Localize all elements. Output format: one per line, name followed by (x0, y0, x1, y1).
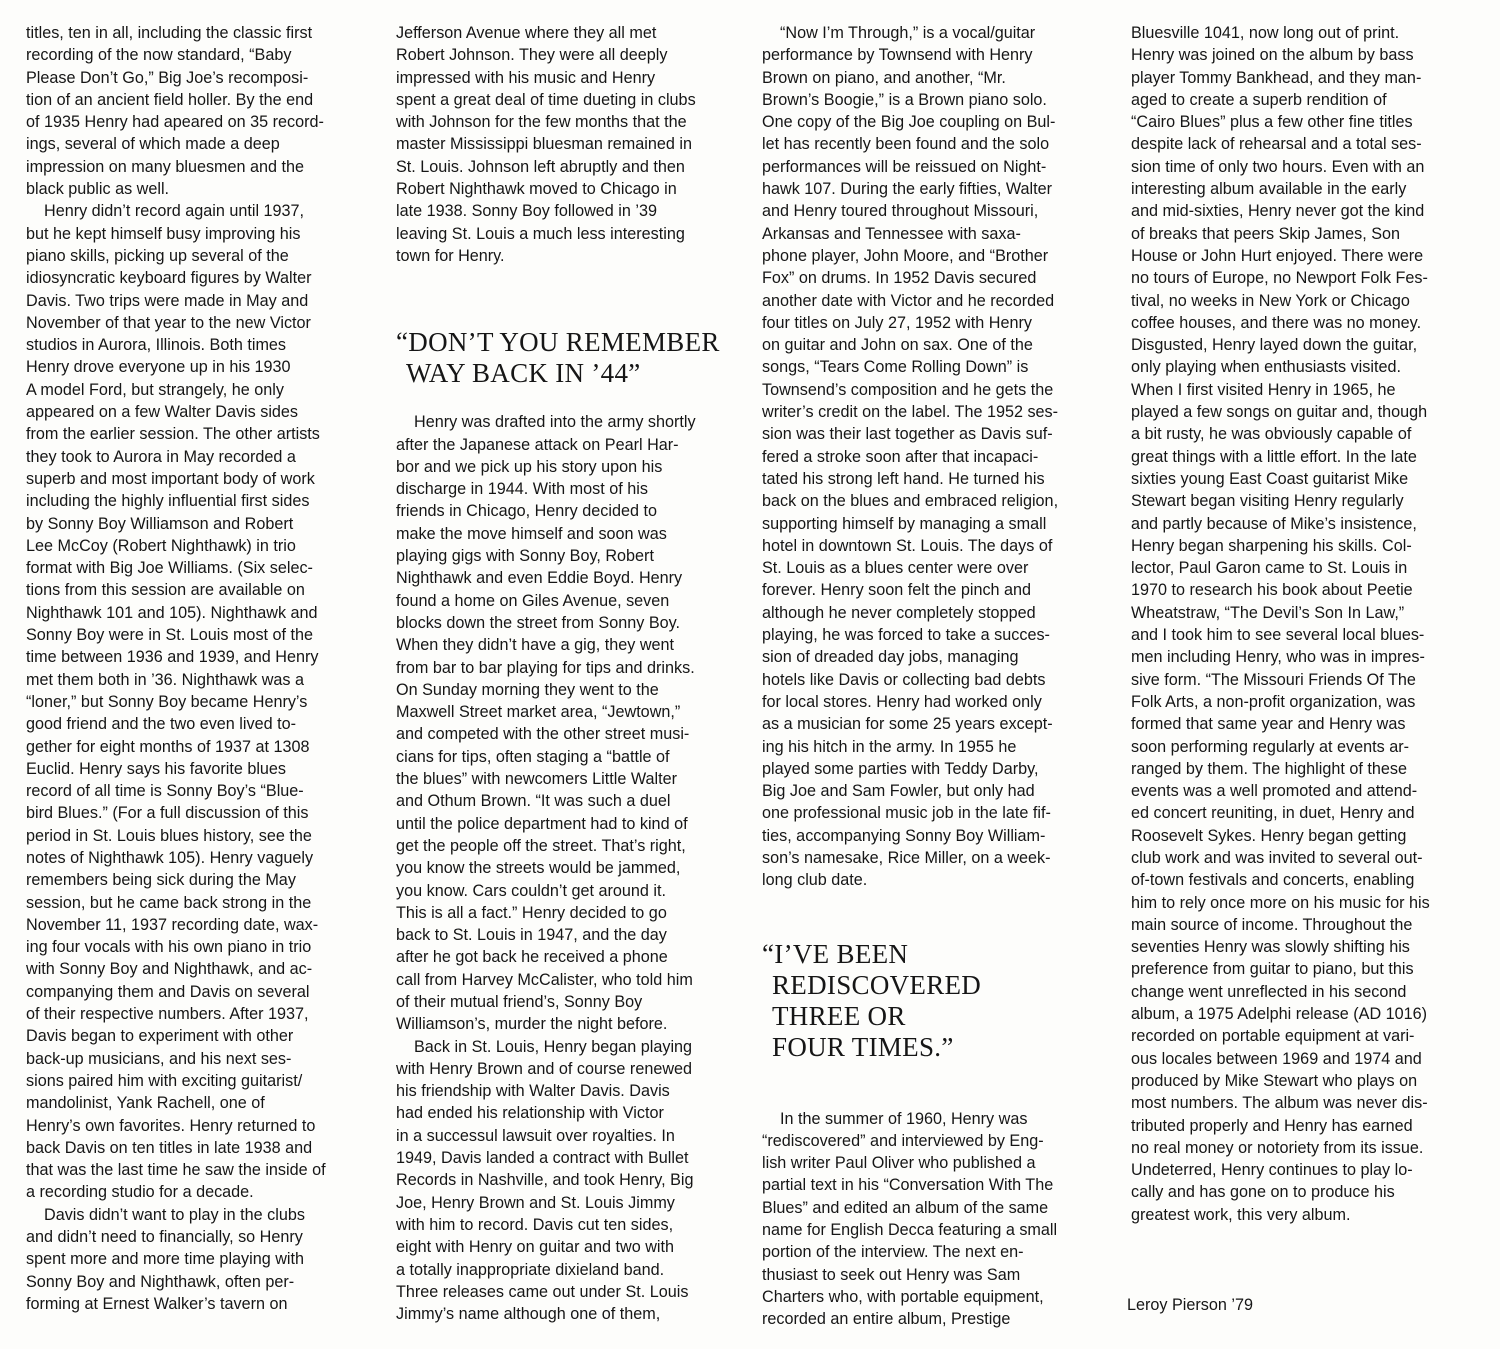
text-line: although he never completely stopped (762, 603, 1036, 622)
text-line: In the summer of 1960, Henry was (780, 1109, 1028, 1128)
text-line: for local stores. Henry had worked only (762, 692, 1042, 711)
text-line: Disgusted, Henry layed down the guitar, (1131, 336, 1418, 355)
text-line: from bar to bar playing for tips and drinks. (396, 658, 695, 677)
text-line: as a musician for some 25 years except- (762, 715, 1053, 734)
text-line: one professional music job in the late fif- (762, 804, 1051, 823)
text-line: tions from this session are available on (26, 581, 305, 600)
text-line: superb and most important body of work (26, 469, 315, 488)
text-line: Davis didn’t want to play in the clubs (44, 1205, 305, 1224)
text-line: performances will be reissued on Night- (762, 157, 1047, 176)
text-line: forever. Henry soon felt the pinch and (762, 581, 1032, 600)
text-line: Nighthawk 101 and 105). Nighthawk and (26, 603, 318, 622)
text-line: ing four vocals with his own piano in trio (26, 938, 312, 957)
text-line: that was the last time he saw the inside of (26, 1161, 326, 1180)
text-line: titles, ten in all, including the classic first (26, 24, 313, 42)
text-line: Sonny Boy were in St. Louis most of the (26, 626, 314, 645)
text-line: sive form. “The Missouri Friends Of The (1131, 670, 1416, 689)
text-line: you know the streets would be jammed, (396, 859, 681, 878)
text-line: When they didn’t have a gig, they went (396, 636, 675, 655)
text-line: back on the blues and embraced religion, (762, 492, 1059, 511)
text-line: Henry drove everyone up in his 1930 (26, 358, 291, 377)
text-line: Joe, Henry Brown and St. Louis Jimmy (396, 1193, 675, 1212)
text-line: Please Don’t Go,” Big Joe’s recomposi- (26, 68, 309, 87)
paragraph (26, 22, 354, 200)
text-line: found a home on Giles Avenue, seven (396, 591, 670, 610)
text-line: gether for eight months of 1937 at 1308 (26, 737, 310, 756)
text-line: hawk 107. During the early fifties, Walter (762, 180, 1052, 199)
text-line: and didn’t need to financially, so Henry (26, 1228, 303, 1247)
paragraph (762, 22, 1098, 892)
text-line: Bluesville 1041, now long out of print. (1131, 24, 1400, 42)
text-line: playing gigs with Sonny Boy, Robert (396, 547, 654, 566)
text-line: despite lack of rehearsal and a total ses- (1131, 135, 1422, 154)
text-line: men including Henry, who was in impres- (1131, 648, 1425, 667)
text-line: recorded an entire album, Prestige (762, 1310, 1011, 1329)
text-line: of breaks that peers Skip James, Son (1131, 224, 1401, 243)
text-line: A model Ford, but strangely, he only (26, 380, 284, 399)
text-line: “loner,” but Sonny Boy became Henry’s (26, 692, 308, 711)
text-line: lector, Paul Garon came to St. Louis in (1131, 559, 1408, 578)
text-line: discharge in 1944. With most of his (396, 480, 648, 499)
text-line: tated his strong left hand. He turned his (762, 469, 1045, 488)
text-line: Henry was drafted into the army shortly (414, 413, 696, 432)
text-line: recording of the now standard, “Baby (26, 46, 292, 65)
text-line: This is all a fact.” Henry decided to go (396, 903, 667, 922)
text-line: only playing when enthusiasts visited. (1131, 358, 1401, 377)
text-line: and Othum Brown. “It was such a duel (396, 792, 671, 811)
text-line: ed concert reuniting, in duet, Henry and (1131, 804, 1415, 823)
text-line: Charters who, with portable equipment, (762, 1287, 1044, 1306)
text-line: another date with Victor and he recorded (762, 291, 1055, 310)
paragraph (396, 411, 730, 1035)
text-line: One copy of the Big Joe coupling on Bul- (762, 113, 1056, 132)
text-line: sixties young East Coast guitarist Mike (1131, 469, 1409, 488)
text-line: Fox” on drums. In 1952 Davis secured (762, 269, 1037, 288)
text-line: you know. Cars couldn’t get around it. (396, 881, 666, 900)
text-line: Folk Arts, a non-profit organization, was (1131, 692, 1416, 711)
text-line: greatest work, this very album. (1131, 1205, 1351, 1224)
text-line: Brown on piano, and another, “Mr. (762, 68, 1006, 87)
text-line: bird Blues.” (For a full discussion of this (26, 804, 309, 823)
heading-line: THREE OR (772, 1000, 906, 1031)
text-line: and mid-sixties, Henry never got the kind (1131, 202, 1425, 221)
text-line: with Sonny Boy and Nighthawk, and ac- (26, 960, 313, 979)
text-line: in a successul lawsuit over royalties. In (396, 1126, 675, 1145)
paragraph (396, 1036, 730, 1326)
text-line: of their mutual friend’s, Sonny Boy (396, 992, 643, 1011)
text-line: playing, he was forced to take a succes- (762, 626, 1050, 645)
text-line: fered a stroke soon after that incapaci- (762, 447, 1039, 466)
text-line: no real money or notoriety from its issue. (1131, 1138, 1424, 1157)
text-line: Lee McCoy (Robert Nighthawk) in trio (26, 536, 296, 555)
text-line: time between 1936 and 1939, and Henry (26, 648, 319, 667)
text-line: his friendship with Walter Davis. Davis (396, 1082, 670, 1101)
text-line: forming at Ernest Walker’s tavern on (26, 1294, 288, 1313)
text-line: remembers being sick during the May (26, 871, 296, 890)
text-line: Jefferson Avenue where they all met (396, 24, 657, 42)
text-line: good friend and the two even lived to- (26, 715, 296, 734)
text-line: including the highly influential first sides (26, 492, 310, 511)
text-line: seventies Henry was slowly shifting his (1131, 938, 1410, 957)
text-line: cians for tips, often staging a “battle of (396, 747, 670, 766)
text-line: mandolinist, Yank Rachell, one of (26, 1094, 265, 1113)
text-line: eight with Henry on guitar and two with (396, 1238, 675, 1257)
text-line: Back in St. Louis, Henry began playing (414, 1037, 693, 1056)
text-line: player Tommy Bankhead, and they man- (1131, 68, 1422, 87)
author-signature: Leroy Pierson ’79 (1127, 1296, 1253, 1314)
text-line: sion was their last together as Davis suf- (762, 425, 1053, 444)
text-line: him to rely once more on his music for his (1131, 893, 1430, 912)
text-line: Henry’s own favorites. Henry returned to (26, 1116, 316, 1135)
text-line: town for Henry. (396, 246, 505, 265)
text-line: Brown’s Boogie,” is a Brown piano solo. (762, 90, 1047, 109)
text-line: studios in Aurora, Illinois. Both times (26, 336, 287, 355)
text-line: friends in Chicago, Henry decided to (396, 502, 657, 521)
text-line: piano skills, picking up several of the (26, 246, 289, 265)
text-line: “rediscovered” and interviewed by Eng- (762, 1131, 1044, 1150)
text-line: recorded on portable equipment at vari- (1131, 1027, 1415, 1046)
text-line: name for English Decca featuring a small (762, 1221, 1058, 1240)
text-line: Davis. Two trips were made in May and (26, 291, 309, 310)
text-line: aged to create a superb rendition of (1131, 90, 1387, 109)
text-line: companying them and Davis on several (26, 982, 310, 1001)
text-line: Big Joe and Sam Fowler, but only had (762, 782, 1035, 801)
text-line: change went unreflected in his second (1131, 982, 1407, 1001)
text-line: by Sonny Boy Williamson and Robert (26, 514, 294, 533)
text-line: phone player, John Moore, and “Brother (762, 246, 1049, 265)
text-line: most numbers. The album was never dis- (1131, 1094, 1428, 1113)
text-line: impression on many bluesmen and the (26, 157, 305, 176)
heading-line: “I’VE BEEN (762, 938, 909, 969)
text-line: portion of the interview. The next en- (762, 1243, 1024, 1262)
text-line: ties, accompanying Sonny Boy William- (762, 826, 1046, 845)
text-line: Three releases came out under St. Louis (396, 1282, 689, 1301)
text-line: and competed with the other street musi- (396, 725, 690, 744)
text-line: impressed with his music and Henry (396, 68, 656, 87)
text-line: and partly because of Mike’s insistence, (1131, 514, 1417, 533)
text-line: record of all time is Sonny Boy’s “Blue- (26, 782, 304, 801)
text-line: of their respective numbers. After 1937, (26, 1005, 309, 1024)
text-line: Robert Nighthawk moved to Chicago in (396, 180, 677, 199)
text-line: Robert Johnson. They were all deeply (396, 46, 668, 65)
text-line: after the Japanese attack on Pearl Har- (396, 435, 679, 454)
text-line: black public as well. (26, 180, 170, 199)
heading-line: FOUR TIMES.” (772, 1031, 954, 1062)
text-line: until the police department had to kind of (396, 814, 688, 833)
text-line: no tours of Europe, no Newport Folk Fes- (1131, 269, 1428, 288)
text-line: of 1935 Henry had apeared on 35 record- (26, 113, 324, 132)
text-column-4 (1131, 22, 1465, 1226)
heading-line: REDISCOVERED (772, 969, 982, 1000)
text-line: Wheatstraw, “The Devil’s Son In Law,” (1131, 603, 1405, 622)
text-line: played a few songs on guitar and, though (1131, 403, 1428, 422)
text-line: sions paired him with exciting guitarist/ (26, 1071, 303, 1090)
text-line: coffee houses, and there was no money. (1131, 313, 1422, 332)
text-line: writer’s credit on the label. The 1952 ses- (762, 403, 1059, 422)
text-line: Roosevelt Sykes. Henry began getting (1131, 826, 1407, 845)
text-line: album, a 1975 Adelphi release (AD 1016) (1131, 1005, 1428, 1024)
paragraph (762, 1108, 1098, 1331)
text-line: tival, no weeks in New York or Chicago (1131, 291, 1410, 310)
text-line: session, but he came back strong in the (26, 893, 312, 912)
text-line: met them both in ’36. Nighthawk was a (26, 670, 305, 689)
text-line: back Davis on ten titles in late 1938 and (26, 1138, 313, 1157)
text-line: sion time of only two hours. Even with an (1131, 157, 1425, 176)
text-line: tributed properly and Henry has earned (1131, 1116, 1413, 1135)
text-line: with Henry Brown and of course renewed (396, 1059, 693, 1078)
text-line: sion of dreaded day jobs, managing (762, 648, 1019, 667)
text-line: spent a great deal of time dueting in clubs (396, 90, 696, 109)
text-line: main source of income. Throughout the (1131, 915, 1413, 934)
text-line: ings, several of which made a deep (26, 135, 280, 154)
text-line: tion of an ancient field holler. By the end (26, 90, 314, 109)
text-column-1 (26, 22, 354, 1315)
text-line: the blues” with newcomers Little Walter (396, 770, 677, 789)
text-line: Jimmy’s name although one of them, (396, 1305, 661, 1324)
text-line: Records in Nashville, and took Henry, Big (396, 1171, 694, 1190)
text-line: On Sunday morning they went to the (396, 680, 659, 699)
text-line: notes of Nighthawk 105). Henry vaguely (26, 848, 314, 867)
text-line: back to St. Louis in 1947, and the day (396, 926, 667, 945)
text-line: Blues” and edited an album of the same (762, 1198, 1049, 1217)
text-line: Euclid. Henry says his favorite blues (26, 759, 287, 778)
text-line: Nighthawk and even Eddie Boyd. Henry (396, 569, 683, 588)
text-line: Henry began sharpening his skills. Col- (1131, 536, 1412, 555)
text-line: November 11, 1937 recording date, wax- (26, 915, 319, 934)
text-line: When I first visited Henry in 1965, he (1131, 380, 1396, 399)
text-line: Sonny Boy and Nighthawk, often per- (26, 1272, 295, 1291)
text-line: a recording studio for a decade. (26, 1183, 254, 1202)
text-line: Stewart began visiting Henry regularly (1131, 492, 1404, 511)
text-line: lish writer Paul Oliver who published a (762, 1154, 1036, 1173)
text-line: Townsend’s composition and he gets the (762, 380, 1054, 399)
text-line: Davis began to experiment with other (26, 1027, 294, 1046)
text-line: preference from guitar to piano, but this (1131, 960, 1414, 979)
text-line: “Cairo Blues” plus a few other fine titles (1131, 113, 1413, 132)
text-line: back-up musicians, and his next ses- (26, 1049, 292, 1068)
section-heading (762, 939, 1098, 1063)
text-line: period in St. Louis blues history, see the (26, 826, 312, 845)
text-line: partial text in his “Conversation With The (762, 1176, 1054, 1195)
text-line: from the earlier session. The other artists (26, 425, 320, 444)
paragraph (26, 200, 354, 1203)
text-line: Arkansas and Tennessee with saxa- (762, 224, 1021, 243)
text-line: with him to record. Davis cut ten sides, (396, 1215, 674, 1234)
text-line: interesting album available in the early (1131, 180, 1407, 199)
text-line: master Mississippi bluesman remained in (396, 135, 692, 154)
text-line: let has recently been found and the solo (762, 135, 1050, 154)
text-line: St. Louis as a blues center were over (762, 559, 1029, 578)
heading-line: “DON’T YOU REMEMBER (396, 327, 720, 358)
text-line: blocks down the street from Sonny Boy. (396, 613, 681, 632)
text-line: and Henry toured throughout Missouri, (762, 202, 1039, 221)
text-line: 1949, Davis landed a contract with Bullet (396, 1149, 689, 1168)
paragraph (26, 1204, 354, 1315)
text-line: events was a well promoted and attend- (1131, 782, 1418, 801)
text-line: club work and was invited to several out- (1131, 848, 1423, 867)
paragraph (396, 22, 730, 267)
text-line: leaving St. Louis a much less interesting (396, 224, 685, 243)
text-line: and I took him to see several local blues- (1131, 626, 1425, 645)
text-line: Henry was joined on the album by bass (1131, 46, 1414, 65)
text-line: ranged by them. The highlight of these (1131, 759, 1407, 778)
text-line: Henry didn’t record again until 1937, (44, 202, 305, 221)
text-line: songs, “Tears Come Rolling Down” is (762, 358, 1029, 377)
text-line: hotel in downtown St. Louis. The days of (762, 536, 1053, 555)
text-line: St. Louis. Johnson left abruptly and then (396, 157, 685, 176)
text-line: great things with a little effort. In the late (1131, 447, 1417, 466)
heading-line: WAY BACK IN ’44” (406, 358, 641, 389)
text-line: format with Big Joe Williams. (Six selec- (26, 559, 313, 578)
text-line: ous locales between 1969 and 1974 and (1131, 1049, 1422, 1068)
text-column-2 (396, 22, 730, 1325)
text-line: get the people off the street. That’s right, (396, 836, 686, 855)
paragraph (1131, 22, 1465, 1226)
text-line: a totally inappropriate dixieland band. (396, 1260, 665, 1279)
text-line: supporting himself by managing a small (762, 514, 1047, 533)
text-line: Maxwell Street market area, “Jewtown,” (396, 703, 681, 722)
text-line: long club date. (762, 871, 868, 890)
text-line: a bit rusty, he was obviously capable of (1131, 425, 1412, 444)
text-line: call from Harvey McCalister, who told him (396, 970, 693, 989)
text-line: had ended his relationship with Victor (396, 1104, 664, 1123)
text-line: 1970 to research his book about Peetie (1131, 581, 1413, 600)
text-line: ing his hitch in the army. In 1955 he (762, 737, 1017, 756)
text-line: “Now I’m Through,” is a vocal/guitar (780, 24, 1036, 42)
text-line: cally and has gone on to produce his (1131, 1183, 1395, 1202)
text-line: November of that year to the new Victor (26, 313, 311, 332)
text-line: they took to Aurora in May recorded a (26, 447, 296, 466)
text-line: late 1938. Sonny Boy followed in ’39 (396, 202, 657, 221)
text-column-3 (762, 22, 1098, 1331)
text-line: Undeterred, Henry continues to play lo- (1131, 1161, 1413, 1180)
text-line: spent more and more time playing with (26, 1250, 305, 1269)
text-line: after he got back he received a phone (396, 948, 668, 967)
text-line: played some parties with Teddy Darby, (762, 759, 1039, 778)
text-line: House or John Hurt enjoyed. There were (1131, 246, 1424, 265)
text-line: formed that same year and Henry was (1131, 715, 1406, 734)
text-line: but he kept himself busy improving his (26, 224, 301, 243)
text-line: appeared on a few Walter Davis sides (26, 403, 299, 422)
text-line: make the move himself and soon was (396, 524, 667, 543)
text-line: Williamson’s, murder the night before. (396, 1015, 668, 1034)
text-line: son’s namesake, Rice Miller, on a week- (762, 848, 1051, 867)
text-line: four titles on July 27, 1952 with Henry (762, 313, 1032, 332)
text-line: hotels like Davis or collecting bad debts (762, 670, 1046, 689)
text-line: performance by Townsend with Henry (762, 46, 1033, 65)
text-line: soon performing regularly at events ar- (1131, 737, 1410, 756)
text-line: on guitar and John on sax. One of the (762, 336, 1033, 355)
section-heading (396, 327, 730, 389)
text-line: produced by Mike Stewart who plays on (1131, 1071, 1418, 1090)
text-line: bor and we pick up his story upon his (396, 457, 663, 476)
text-line: idiosyncratic keyboard figures by Walter (26, 269, 312, 288)
text-line: with Johnson for the few months that the (396, 113, 687, 132)
text-line: thusiast to seek out Henry was Sam (762, 1265, 1021, 1284)
text-line: of-town festivals and concerts, enabling (1131, 871, 1415, 890)
